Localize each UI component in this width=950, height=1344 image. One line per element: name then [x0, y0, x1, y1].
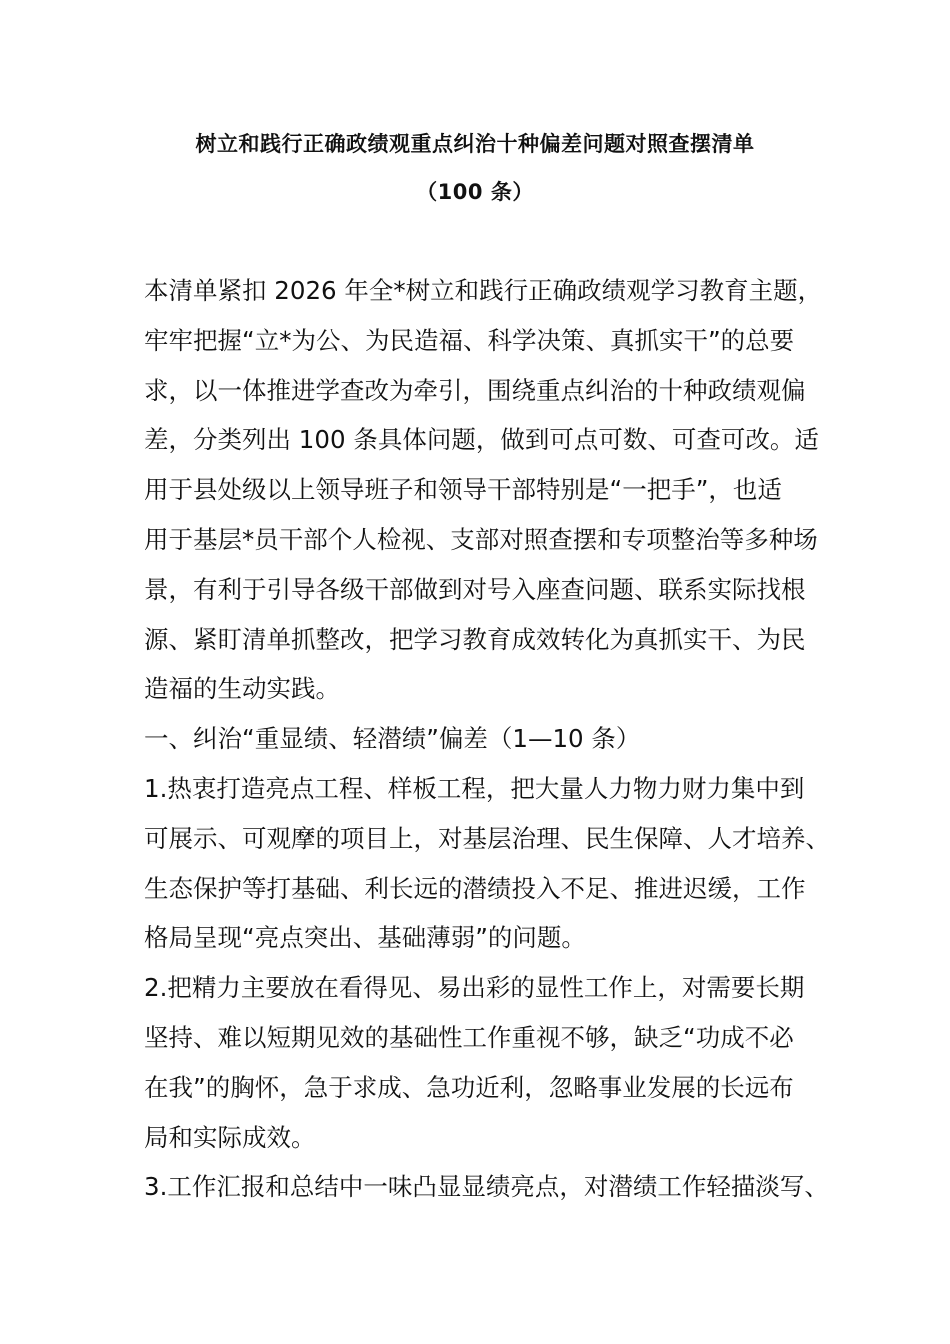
document-title: 树立和践行正确政绩观重点纠治十种偏差问题对照查摆清单	[195, 132, 755, 156]
intro-line: 造福的生动实践。	[144, 674, 340, 704]
intro-line: 用于基层*员干部个人检视、支部对照查摆和专项整治等多种场	[144, 524, 818, 554]
intro-line: 用于县处级以上领导班子和领导干部特别是“一把手”，也适	[144, 475, 782, 505]
intro-line: 源、紧盯清单抓整改，把学习教育成效转化为真抓实干、为民	[144, 624, 806, 654]
document-body	[144, 266, 830, 1212]
item-line: 坚持、难以短期见效的基础性工作重视不够，缺乏“功成不必	[144, 1022, 794, 1052]
intro-line: 本清单紧扣 2026 年全*树立和践行正确政绩观学习教育主题，	[144, 276, 823, 305]
item-line: 格局呈现“亮点突出、基础薄弱”的问题。	[144, 923, 586, 953]
intro-line: 景，有利于引导各级干部做到对号入座查问题、联系实际找根	[144, 574, 806, 604]
item-line: 局和实际成效。	[144, 1122, 316, 1152]
item-line: 生态保护等打基础、利长远的潜绩投入不足、推进迟缓，工作	[144, 873, 806, 903]
intro-line: 差，分类列出 100 条具体问题，做到可点可数、可查可改。适	[144, 425, 819, 455]
intro-line: 牢牢把握“立*为公、为民造福、科学决策、真抓实干”的总要	[144, 325, 795, 355]
item-line: 3.工作汇报和总结中一味凸显显绩亮点，对潜绩工作轻描淡写、	[144, 1172, 829, 1202]
section-heading: 一、纠治“重显绩、轻潜绩”偏差（1—10 条）	[144, 724, 641, 754]
item-line: 1.热衷打造亮点工程、样板工程，把大量人力物力财力集中到	[144, 773, 805, 803]
item-line: 2.把精力主要放在看得见、易出彩的显性工作上，对需要长期	[144, 973, 805, 1003]
item-line: 在我”的胸怀，急于求成、急功近利，忽略事业发展的长远布	[144, 1072, 794, 1102]
document-subtitle: （100 条）	[416, 180, 534, 204]
item-line: 可展示、可观摩的项目上，对基层治理、民生保障、人才培养、	[144, 823, 830, 853]
intro-line: 求，以一体推进学查改为牵引，围绕重点纠治的十种政绩观偏	[144, 375, 806, 405]
